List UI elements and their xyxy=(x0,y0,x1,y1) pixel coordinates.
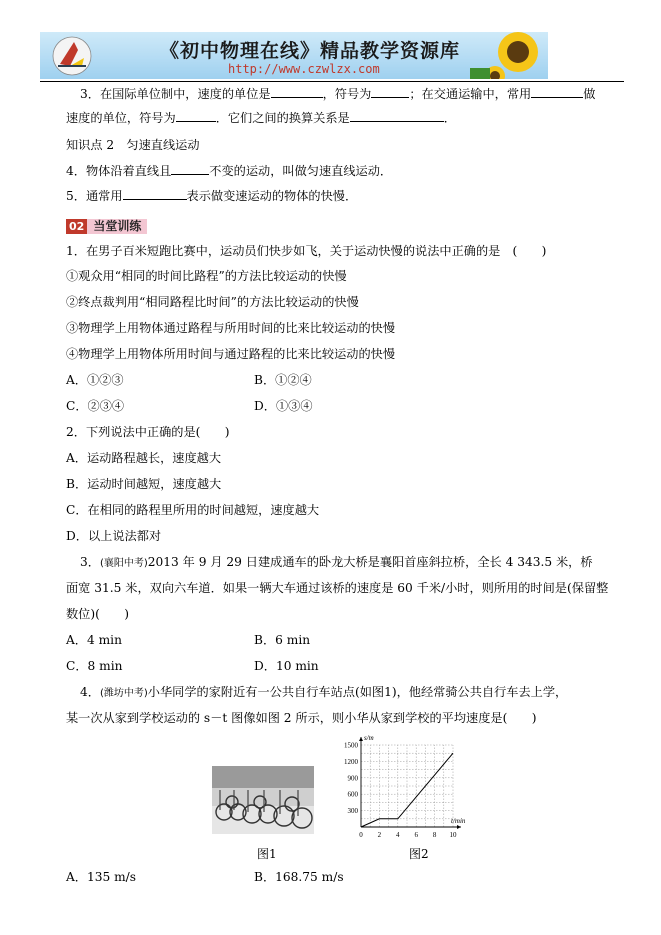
q3-source: (襄阳中考) xyxy=(99,558,148,569)
q3-stem-line3: 数位)( ) xyxy=(66,607,130,621)
header-banner xyxy=(40,32,548,79)
x-axis-arrow xyxy=(457,825,461,829)
kp-q4-line: 4．物体沿着直线且 不变的运动，叫做匀速直线运动． xyxy=(66,164,393,178)
q4-source: (潍坊中考) xyxy=(99,688,148,699)
q3-stem-line2: 面宽 31.5 米，双向六车道．如果一辆大车通过该桥的速度是 60 千米/小时，则所用的时间是(保留整 xyxy=(66,581,609,595)
x-axis-label: t/min xyxy=(451,817,466,825)
q2-option-c: C．在相同的路程里所用的时间越短，速度越大 xyxy=(66,503,320,517)
y-tick-label: 1500 xyxy=(344,741,358,750)
q1-option-b: B．①②④ xyxy=(254,373,312,387)
kp-q5-line: 5．通常用 表示做变速运动的物体的快慢． xyxy=(66,189,358,203)
x-tick-label: 6 xyxy=(414,831,418,839)
q1-statement-1: ①观众用“相同的时间比路程”的方法比较运动的快慢 xyxy=(66,269,347,283)
section-header xyxy=(66,215,147,234)
st-chart xyxy=(333,731,483,841)
q2-option-d: D．以上说法都对 xyxy=(66,529,162,543)
q3-stem-line1: 3．(襄阳中考)2013 年 9 月 29 日建成通车的卧龙大桥是襄阳首座斜拉桥，全长 4 343.5 米，桥 xyxy=(80,555,593,569)
kp-q3-line2: 速度的单位，符号为 ．它们之间的换算关系是 ． xyxy=(66,111,456,125)
knowledge-point-2: 知识点 2 匀速直线运动 xyxy=(66,138,200,152)
x-tick-label: 8 xyxy=(432,831,437,839)
figure2-caption: 图2 xyxy=(409,847,429,861)
figure1-caption: 图1 xyxy=(257,847,277,861)
y-tick-label: 1200 xyxy=(344,757,358,766)
q1-statement-2: ②终点裁判用“相同路程比时间”的方法比较运动的快慢 xyxy=(66,295,359,309)
q4-stem-line1: 4．(潍坊中考)小华同学的家附近有一公共自行车站点(如图1)，他经常骑公共自行车去上学， xyxy=(80,685,568,699)
logo-icon xyxy=(53,37,91,75)
q3-option-d: D．10 min xyxy=(254,659,319,673)
header-rule xyxy=(40,81,624,82)
q4-stem-line2: 某一次从家到学校运动的 s－t 图像如图 2 所示，则小华从家到学校的平均速度是( ) xyxy=(66,711,537,725)
section-title: 当堂训练 xyxy=(87,219,147,234)
q3-option-c: C．8 min xyxy=(66,659,123,673)
q2-option-b: B．运动时间越短，速度越大 xyxy=(66,477,222,491)
banner-title: 《初中物理在线》精品教学资源库 xyxy=(160,40,461,62)
q4-option-a: A．135 m/s xyxy=(66,870,137,884)
q1-stem: 1．在男子百米短跑比赛中，运动员们快步如飞，关于运动快慢的说法中正确的是 ( ) xyxy=(66,244,547,258)
bikes-image xyxy=(212,766,314,834)
figure1-bike-photo xyxy=(212,766,314,834)
q1-statement-4: ④物理学上用物体所用时间与通过路程的比来比较运动的快慢 xyxy=(66,347,396,361)
q1-statement-3: ③物理学上用物体通过路程与所用时间的比来比较运动的快慢 xyxy=(66,321,396,335)
figure2-chart xyxy=(333,731,483,841)
x-tick-label: 2 xyxy=(377,831,382,839)
x-tick-label: 4 xyxy=(396,831,400,839)
y-tick-label: 900 xyxy=(347,774,358,783)
q4-option-b: B．168.75 m/s xyxy=(254,870,344,884)
q3-option-b: B．6 min xyxy=(254,633,311,647)
banner-url[interactable]: http://www.czwlzx.com xyxy=(228,62,380,76)
q1-option-d: D．①③④ xyxy=(254,399,313,413)
x-tick-label: 0 xyxy=(359,831,363,839)
q1-option-a: A．①②③ xyxy=(66,373,124,387)
q3-option-a: A．4 min xyxy=(66,633,122,647)
y-tick-label: 600 xyxy=(347,790,358,799)
x-tick-label: 10 xyxy=(449,831,457,839)
q2-option-a: A．运动路程越长，速度越大 xyxy=(66,451,222,465)
y-tick-label: 300 xyxy=(347,807,358,816)
q2-stem: 2．下列说法中正确的是( ) xyxy=(66,425,230,439)
section-number: 02 xyxy=(66,219,87,234)
y-axis-label: s/m xyxy=(364,734,374,742)
y-axis-arrow xyxy=(359,737,363,741)
q1-option-c: C．②③④ xyxy=(66,399,125,413)
kp-q3-line1: 3．在国际单位制中，速度的单位是 ，符号为 ；在交通运输中，常用 做 xyxy=(80,87,596,101)
